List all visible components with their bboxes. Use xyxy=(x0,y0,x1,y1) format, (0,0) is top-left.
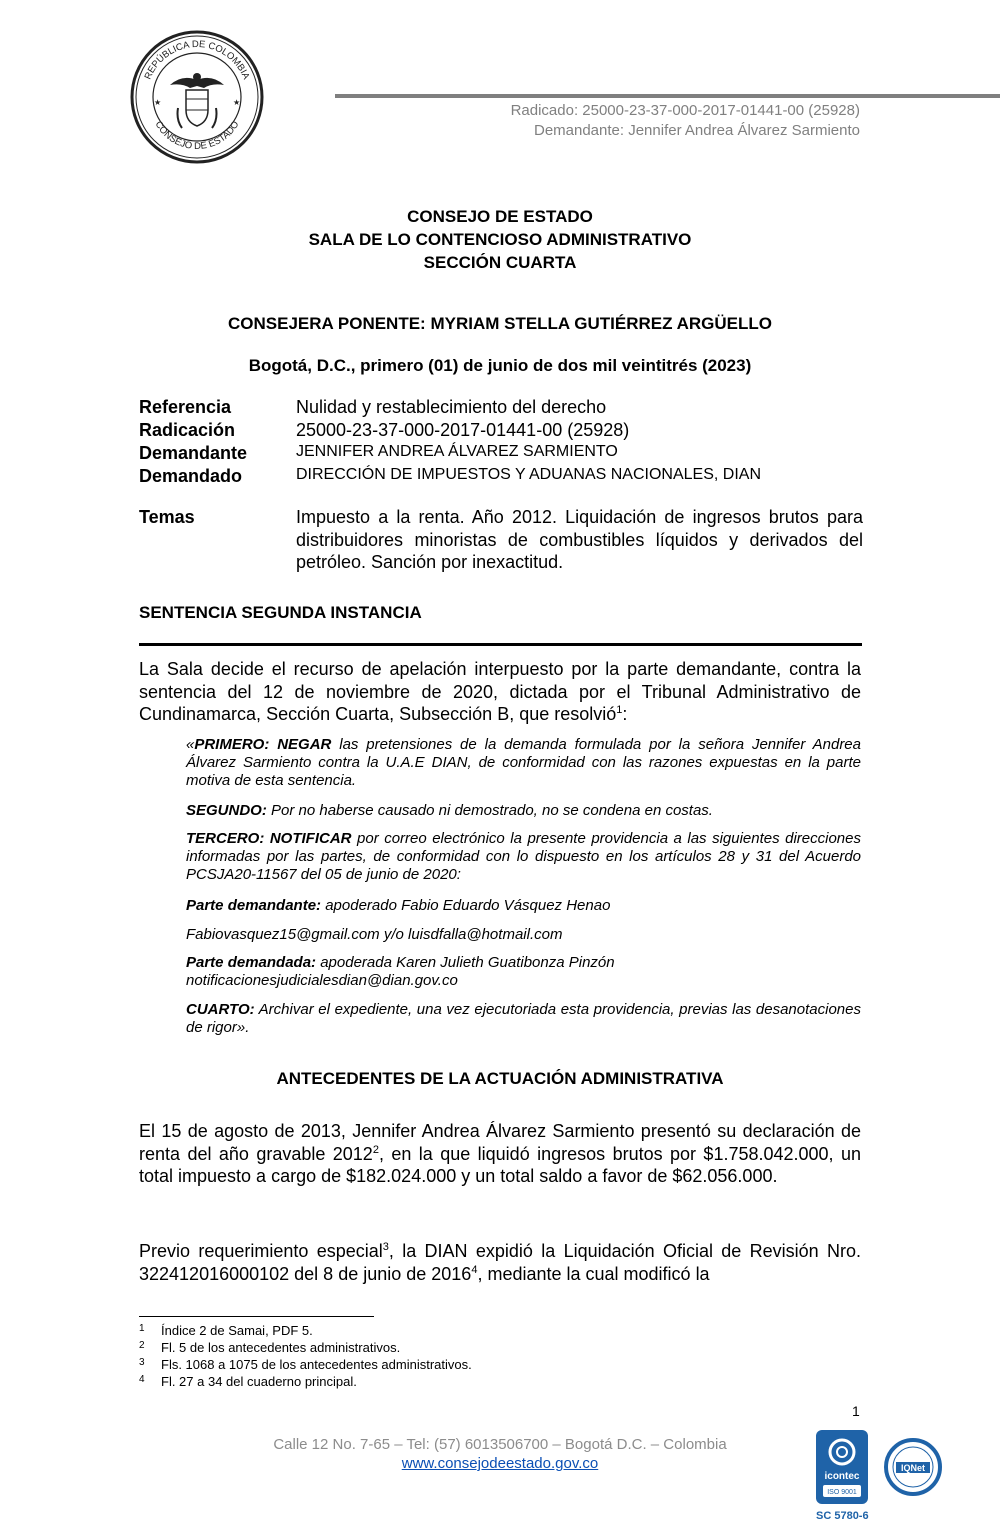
consejera-ponente: CONSEJERA PONENTE: MYRIAM STELLA GUTIÉRREZ ARGÜELLO xyxy=(227,314,773,333)
section-divider xyxy=(139,643,862,646)
quote-primero: «PRIMERO: NEGAR las pretensiones de la demanda formulada por la señora Jennifer Andrea Álvarez Sarmiento contra la U.A.E DIAN, de conformidad con las razones expuestas en la parte motiva de esta sentencia. xyxy=(186,736,861,789)
footer-address: Calle 12 No. 7-65 – Tel: (57) 6013506700 – Bogotá D.C. – Colombia xyxy=(273,1436,727,1453)
quote-tercero: TERCERO: NOTIFICAR por correo electrónico la presente providencia a las siguientes direcciones informadas por las partes, de conformidad con lo dispuesto en los artículos 28 y 31 del Acuerdo PCSJA20-11567 del 05 de junio de 2020: xyxy=(186,830,861,883)
quote-cuarto: CUARTO: Archivar el expediente, una vez ejecutoriada esta providencia, previas las desanotaciones de rigor». xyxy=(186,1001,861,1036)
footer-website-link[interactable]: www.consejodeestado.gov.co xyxy=(401,1455,599,1472)
ref-value-demandado: DIRECCIÓN DE IMPUESTOS Y ADUANAS NACIONALES, DIAN xyxy=(296,466,761,483)
footnote-1: 1 Índice 2 de Samai, PDF 5. xyxy=(139,1323,313,1338)
svg-text:★: ★ xyxy=(233,98,241,107)
antecedentes-heading: ANTECEDENTES DE LA ACTUACIÓN ADMINISTRATIVA xyxy=(276,1069,724,1088)
header-rule xyxy=(335,94,1000,98)
temas-value: Impuesto a la renta. Año 2012. Liquidación de ingresos brutos para distribuidores minoristas de combustibles líquidos y derivados del petróleo. Sanción por inexactitud. xyxy=(296,507,863,572)
svg-text:ISO 9001: ISO 9001 xyxy=(827,1489,857,1496)
temas-label: Temas xyxy=(139,507,195,527)
paragraph-liquidacion: Previo requerimiento especial$^3$, la DIAN expidió la Liquidación Oficial de Revisión Nro. 322412016000102 del 8 de junio de 2016$^4$, mediante la cual modificó la xyxy=(139,1241,861,1284)
sentencia-heading: SENTENCIA SEGUNDA INSTANCIA xyxy=(139,603,422,622)
ref-label-radicacion: Radicación xyxy=(139,420,236,440)
svg-text:REPÚBLICA DE COLOMBIA: REPÚBLICA DE COLOMBIA xyxy=(142,38,252,82)
quote-segundo: SEGUNDO: Por no haberse causado ni demostrado, no se condena en costas. xyxy=(186,802,713,819)
icontec-logo xyxy=(816,1430,868,1504)
page-number: 1 xyxy=(852,1403,860,1419)
sc-certificate-code: SC 5780-6 xyxy=(816,1510,869,1522)
document-date: Bogotá, D.C., primero (01) de junio de dos mil veintitrés (2023) xyxy=(248,356,752,375)
ref-label-demandante: Demandante xyxy=(139,443,248,463)
svg-text:IQNet: IQNet xyxy=(900,1463,926,1473)
quote-emails: Fabiovasquez15@gmail.com y/o luisdfalla@hotmail.com xyxy=(186,926,563,943)
title-sala: SALA DE LO CONTENCIOSO ADMINISTRATIVO xyxy=(308,230,692,249)
quote-parte-demandante: Parte demandante: apoderado Fabio Eduardo Vásquez Henao xyxy=(186,897,611,914)
svg-text:★: ★ xyxy=(154,98,162,107)
title-consejo: CONSEJO DE ESTADO xyxy=(407,207,593,226)
header-radicado: Radicado: 25000-23-37-000-2017-01441-00 (25928) xyxy=(510,102,860,119)
footnote-3: 3 Fls. 1068 a 1075 de los antecedentes administrativos. xyxy=(139,1357,472,1372)
paragraph-declaracion: El 15 de agosto de 2013, Jennifer Andrea Álvarez Sarmiento presentó su declaración de renta del año gravable 2012$^2$, en la que liquidó ingresos brutos por $1.758.042.000, un total impuesto a cargo de $182.024.000 y un total saldo a favor de $62.056.000. xyxy=(139,1121,861,1186)
ref-value-radicacion: 25000-23-37-000-2017-01441-00 (25928) xyxy=(296,420,630,440)
ref-label-referencia: Referencia xyxy=(139,397,232,417)
quote-parte-demandada: Parte demandada: apoderada Karen Julieth Guatibonza Pinzón notificacionesjudicialesdian@dian.gov.co xyxy=(186,954,615,989)
intro-paragraph: La Sala decide el recurso de apelación interpuesto por la parte demandante, contra la sentencia del 12 de noviembre de 2020, dictada por el Tribunal Administrativo de Cundinamarca, Sección Cuarta, Subsección B, que resolvió$^1$: xyxy=(139,659,861,724)
title-seccion: SECCIÓN CUARTA xyxy=(423,253,577,272)
svg-text:icontec: icontec xyxy=(824,1471,860,1482)
iqnet-logo xyxy=(884,1438,942,1496)
footnote-separator xyxy=(139,1316,374,1317)
footnote-2: 2 Fl. 5 de los antecedentes administrativos. xyxy=(139,1340,401,1355)
header-demandante: Demandante: Jennifer Andrea Álvarez Sarmiento xyxy=(533,122,860,139)
svg-text:CONSEJO DE ESTADO: CONSEJO DE ESTADO xyxy=(152,119,242,153)
ref-value-referencia: Nulidad y restablecimiento del derecho xyxy=(296,397,607,417)
footnote-4: 4 Fl. 27 a 34 del cuaderno principal. xyxy=(139,1374,357,1389)
consejo-de-estado-seal-logo xyxy=(130,30,264,164)
ref-value-demandante: JENNIFER ANDREA ÁLVAREZ SARMIENTO xyxy=(296,443,618,460)
ref-label-demandado: Demandado xyxy=(139,466,243,486)
